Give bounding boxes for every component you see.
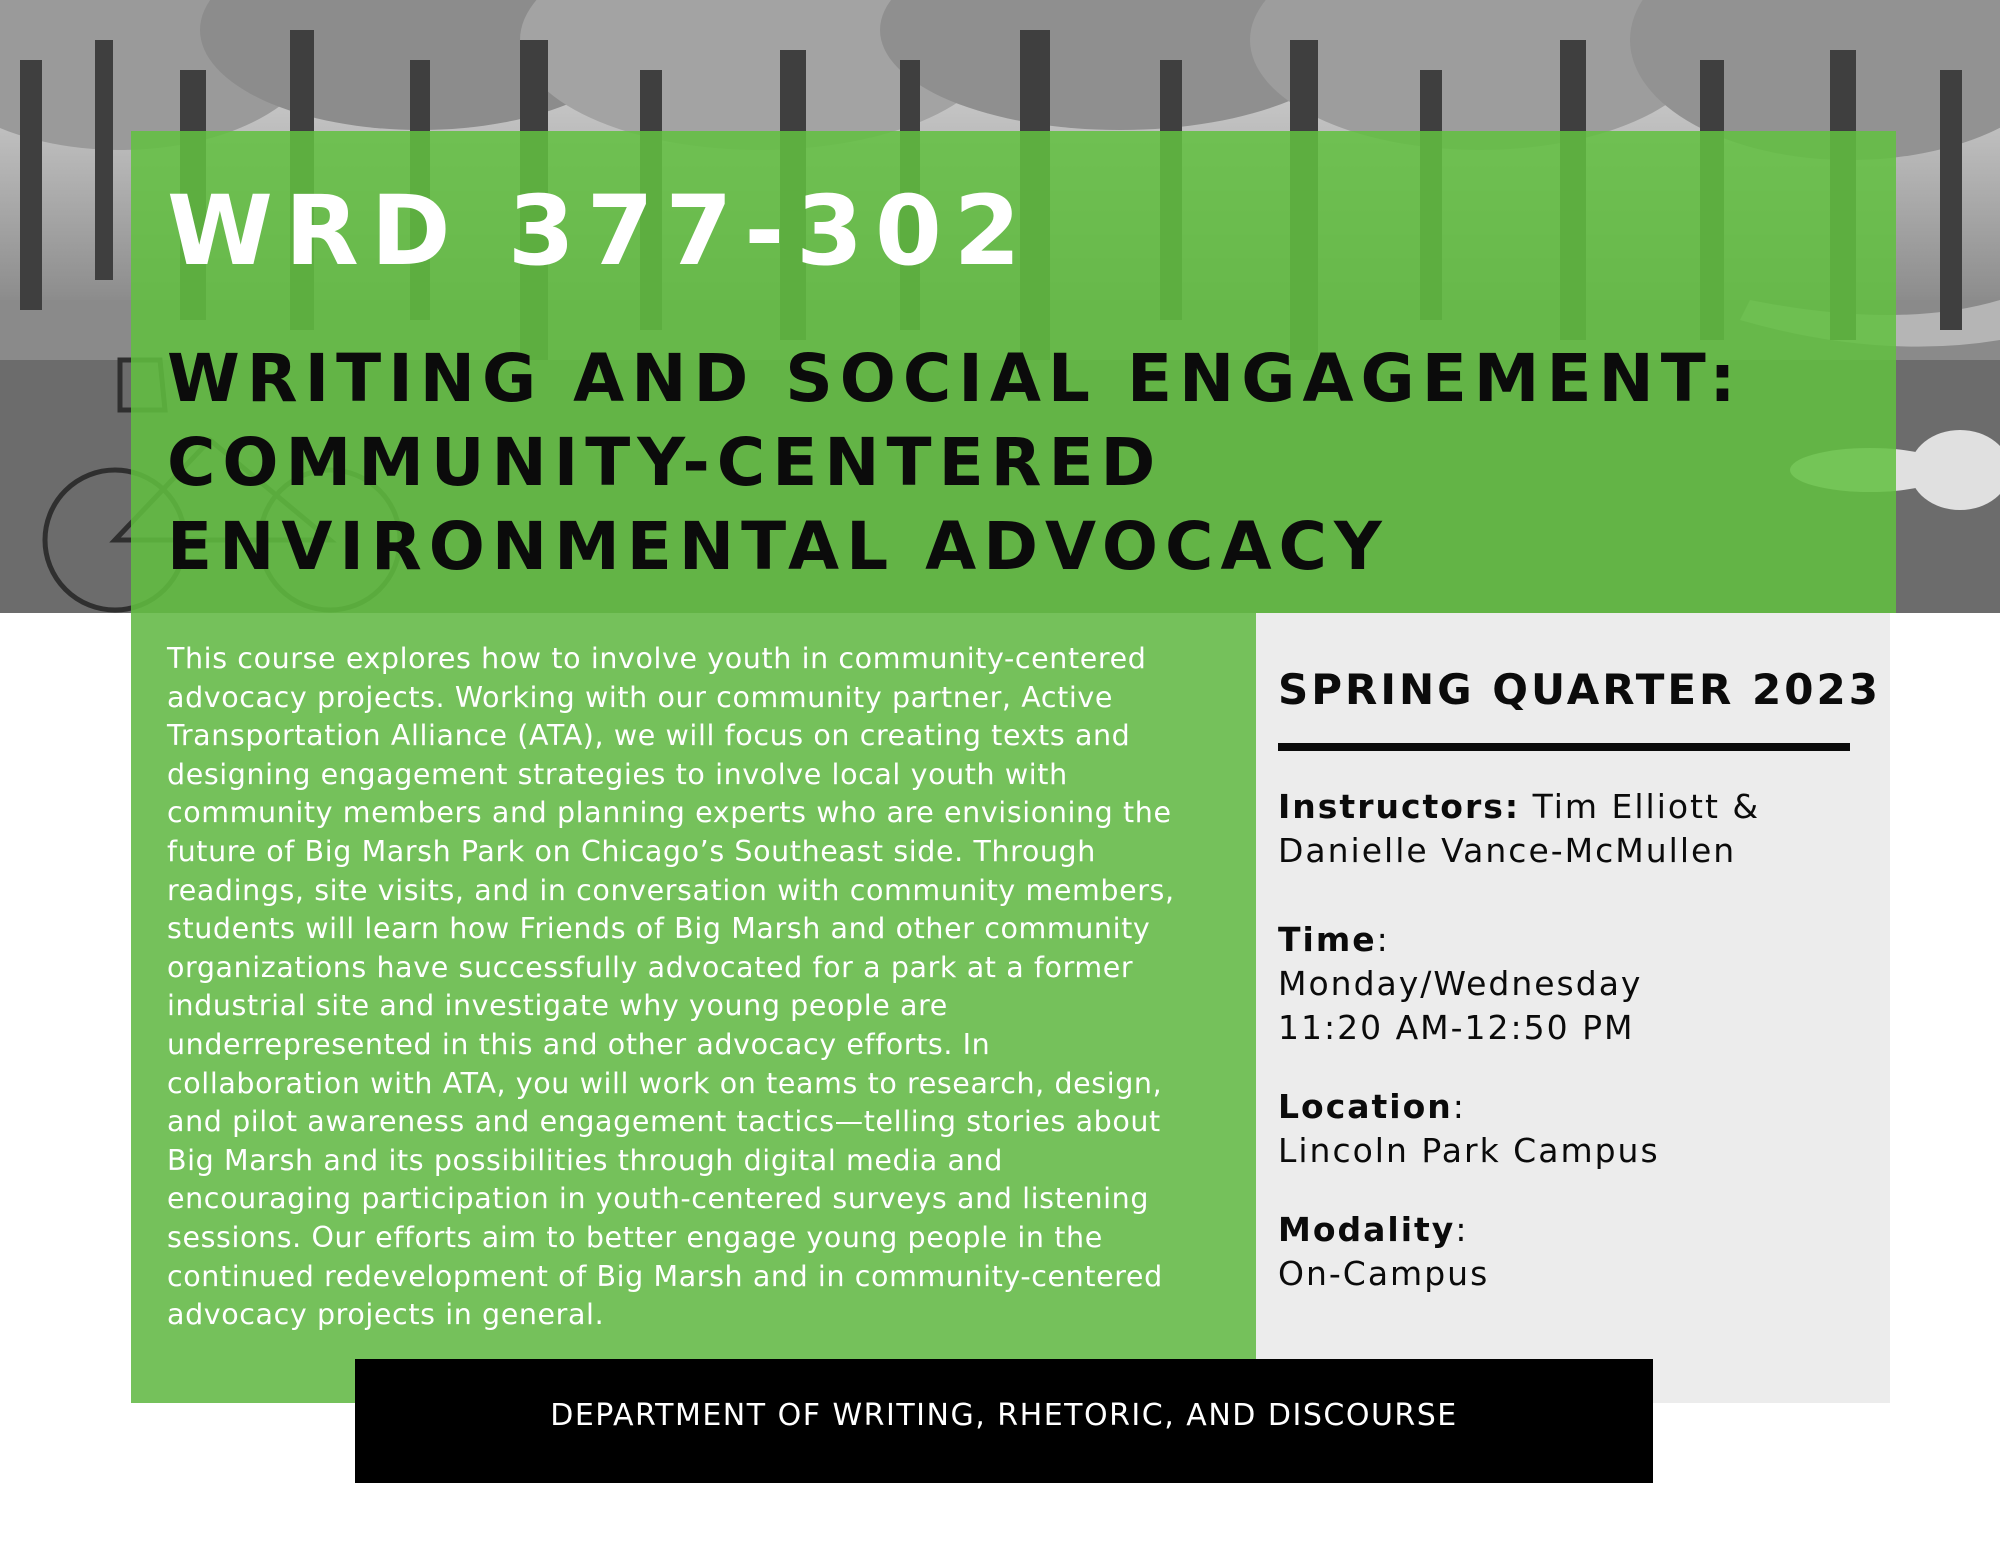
course-code: WRD 377-302 (167, 175, 1033, 287)
department-footer (355, 1359, 1653, 1483)
location-heading (1278, 1085, 1660, 1129)
modality-colon: : (1455, 1210, 1469, 1249)
instructors-block (1278, 785, 1760, 873)
time-heading (1278, 918, 1642, 962)
description-line: continued redevelopment of Big Marsh and in community-centered (167, 1259, 1163, 1293)
department-name: DEPARTMENT OF WRITING, RHETORIC, AND DISCOURSE (550, 1397, 1458, 1433)
course-title-line: WRITING AND SOCIAL ENGAGEMENT: (167, 340, 1743, 417)
description-line: and pilot awareness and engagement tactics—telling stories about (167, 1105, 1161, 1139)
description-line: students will learn how Friends of Big Marsh and other community (167, 912, 1151, 946)
course-title-line: ENVIRONMENTAL ADVOCACY (167, 508, 1389, 585)
course-title-line: COMMUNITY-CENTERED (167, 424, 1163, 501)
description-line: Transportation Alliance (ATA), we will focus on creating texts and (167, 719, 1131, 753)
time-label: Time (1278, 920, 1377, 959)
course-title (167, 337, 1867, 589)
description-line: organizations have successfully advocated for a park at a former (167, 950, 1134, 984)
location-block (1278, 1085, 1660, 1173)
description-line: designing engagement strategies to involve local youth with (167, 757, 1068, 791)
term-heading: SPRING QUARTER 2023 (1278, 665, 1881, 714)
modality-block (1278, 1208, 1489, 1296)
description-line: community members and planning experts who are envisioning the (167, 796, 1172, 830)
description-line: This course explores how to involve youth in community-centered (167, 642, 1147, 675)
modality-value: On-Campus (1278, 1254, 1490, 1293)
instructors-value-continued: Danielle Vance-McMullen (1278, 831, 1737, 870)
time-days: Monday/Wednesday (1278, 964, 1643, 1003)
description-line: industrial site and investigate why young people are (167, 989, 948, 1023)
description-line: encouraging participation in youth-centered surveys and listening (167, 1182, 1150, 1216)
description-line: advocacy projects. Working with our community partner, Active (167, 680, 1113, 714)
instructors-value: Tim Elliott & (1520, 787, 1761, 826)
term-divider (1278, 743, 1850, 751)
description-line: advocacy projects in general. (167, 1298, 605, 1332)
modality-heading (1278, 1208, 1489, 1252)
description-line: future of Big Marsh Park on Chicago’s Southeast side. Through (167, 834, 1096, 868)
time-colon: : (1376, 920, 1390, 959)
time-block (1278, 918, 1642, 1050)
instructors-label: Instructors: (1278, 787, 1521, 826)
description-line: sessions. Our efforts aim to better engage young people in the (167, 1220, 1103, 1254)
course-description-panel (131, 613, 1256, 1403)
location-colon: : (1452, 1087, 1466, 1126)
course-header (131, 131, 1896, 613)
course-info-panel (1256, 613, 1890, 1403)
location-label: Location (1278, 1087, 1453, 1126)
description-line: collaboration with ATA, you will work on teams to research, design, (167, 1066, 1163, 1100)
modality-label: Modality (1278, 1210, 1456, 1249)
time-hours: 11:20 AM-12:50 PM (1278, 1008, 1635, 1047)
description-line: underrepresented in this and other advocacy efforts. In (167, 1027, 991, 1061)
description-line: Big Marsh and its possibilities through digital media and (167, 1143, 1003, 1177)
description-line: readings, site visits, and in conversation with community members, (167, 873, 1175, 907)
instructors-line (1278, 785, 1760, 829)
course-description (167, 640, 1242, 1335)
location-value: Lincoln Park Campus (1278, 1131, 1660, 1170)
